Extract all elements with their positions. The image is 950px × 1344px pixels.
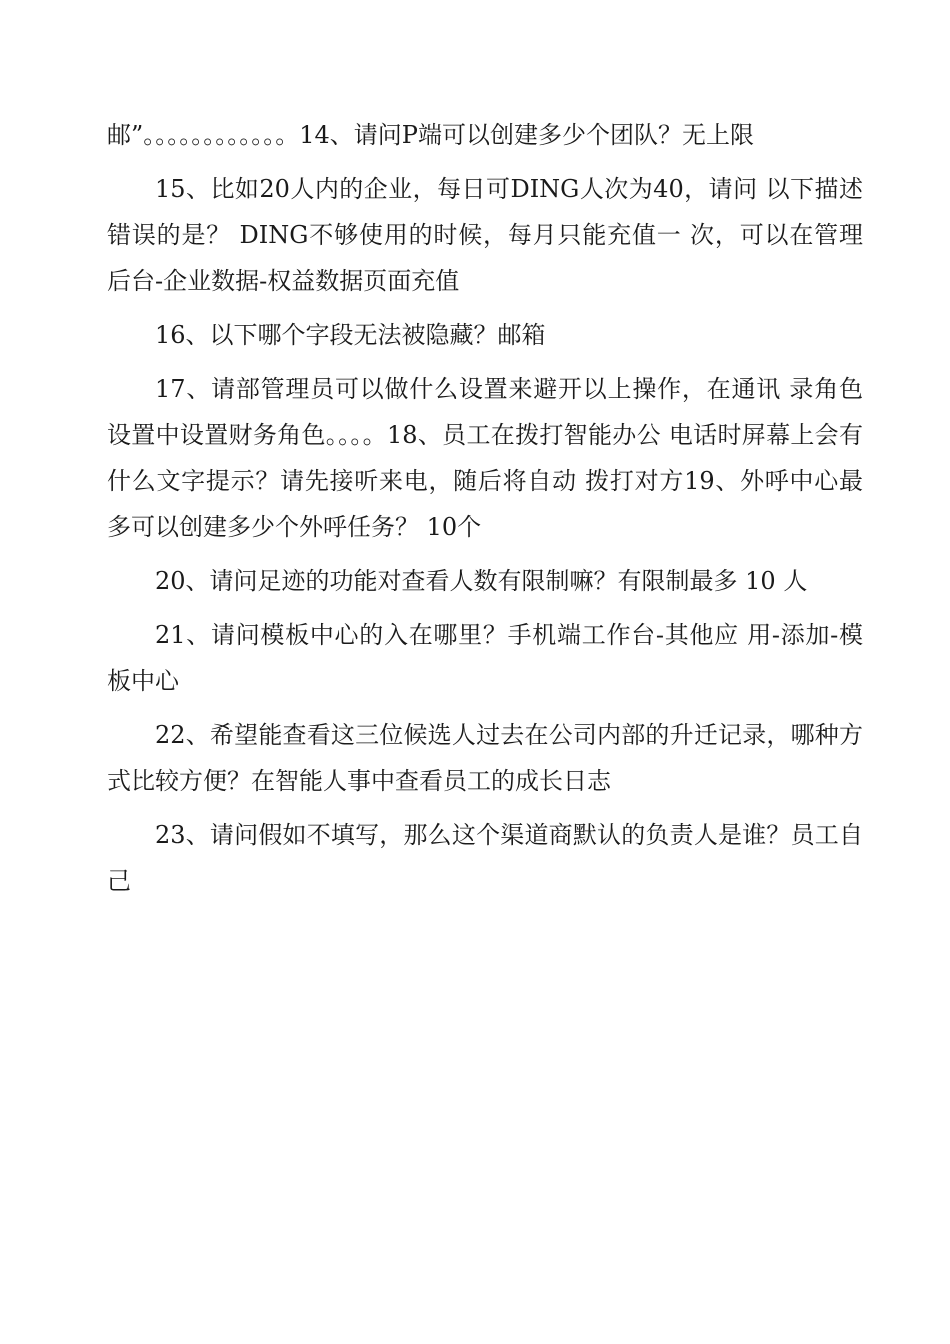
paragraph-q21: 21、请问模板中心的入在哪里？手机端工作台-其他应 用-添加-模板中心 bbox=[107, 621, 863, 695]
paragraph-q14: 邮”。。。。。。。。。。。。14、请问P端可以创建多少个团队？无上限 bbox=[107, 121, 754, 149]
paragraph-q17-q19: 17、请部管理员可以做什么设置来避开以上操作，在通讯 录角色设置中设置财务角色。。。。18、员工在拨打智能办公 电话时屏幕上会有什么文字提示？请先接听来电，随后将自动 拨打对方19、外呼中心最多可以创建多少个外呼任务？ 10个 bbox=[107, 375, 863, 541]
paragraph-q22: 22、希望能查看这三位候选人过去在公司内部的升迁记录，哪种方式比较方便？在智能人事中查看员工的成长日志 bbox=[107, 721, 863, 795]
document-body bbox=[107, 112, 863, 912]
paragraph-q15: 15、比如20人内的企业，每日可DING人次为40，请问 以下描述错误的是？ DING不够使用的时候，每月只能充值一 次，可以在管理后台-企业数据-权益数据页面充值 bbox=[107, 175, 863, 295]
paragraph-q16: 16、以下哪个字段无法被隐藏？邮箱 bbox=[155, 321, 546, 349]
paragraph-q23: 23、请问假如不填写，那么这个渠道商默认的负责人是谁？员工自己 bbox=[107, 821, 863, 895]
paragraph-q20: 20、请问足迹的功能对查看人数有限制嘛？有限制最多 10 人 bbox=[155, 567, 808, 595]
